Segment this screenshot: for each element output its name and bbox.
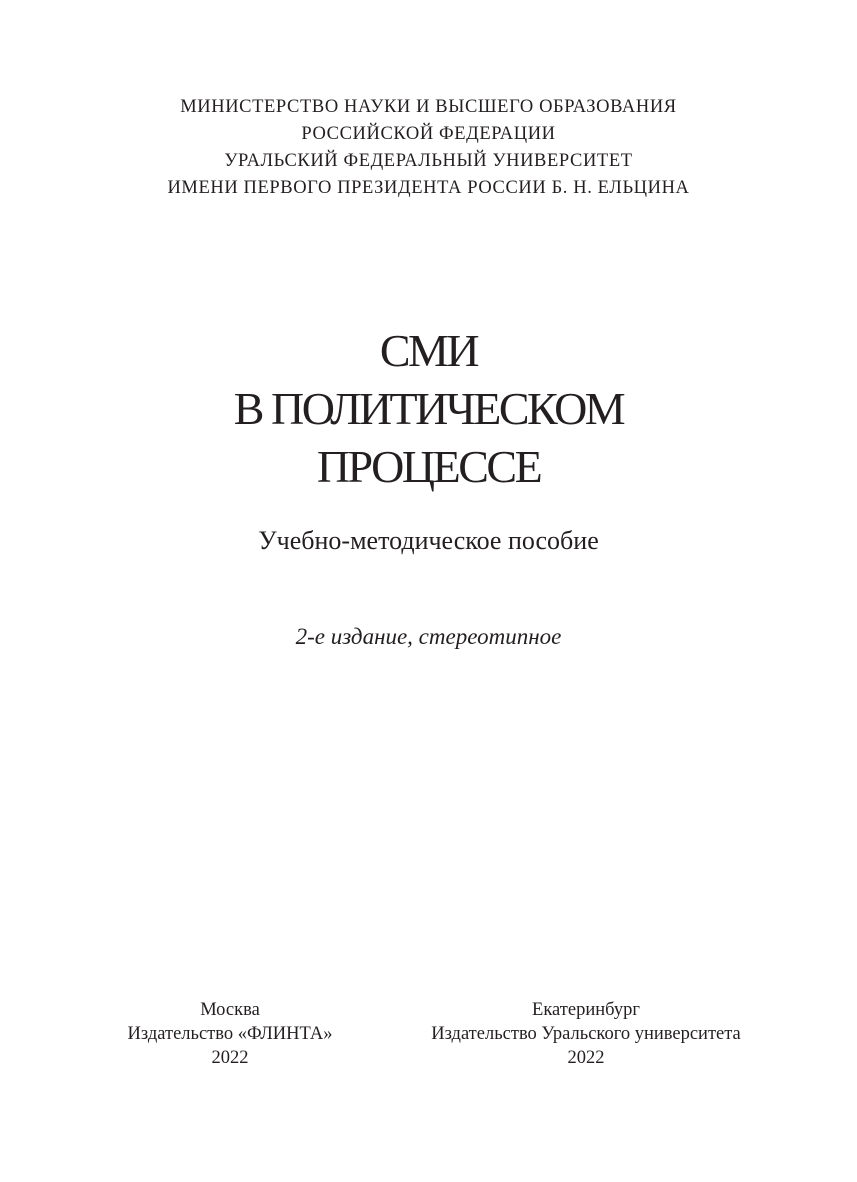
ministry-heading: [0, 94, 857, 148]
book-title: [0, 322, 857, 496]
imprint-moscow: [100, 998, 360, 1070]
ministry-line-2: РОССИЙСКОЙ ФЕДЕРАЦИИ: [301, 124, 556, 144]
imprint-year: 2022: [211, 1048, 249, 1068]
imprint-publisher: Издательство Уральского университета: [431, 1024, 741, 1044]
imprint-publisher: Издательство «ФЛИНТА»: [127, 1024, 333, 1044]
university-heading: [0, 148, 857, 202]
edition-note: 2-е издание, стереотипное: [295, 624, 562, 649]
book-title-line-2: В ПОЛИТИЧЕСКОМ: [233, 383, 624, 434]
imprint-city: Москва: [200, 1000, 260, 1020]
book-title-line-3: ПРОЦЕССЕ: [316, 441, 541, 492]
university-line-1: УРАЛЬСКИЙ ФЕДЕРАЛЬНЫЙ УНИВЕРСИТЕТ: [224, 151, 633, 171]
imprint-ekaterinburg: [396, 998, 776, 1070]
ministry-line-1: МИНИСТЕРСТВО НАУКИ И ВЫСШЕГО ОБРАЗОВАНИЯ: [180, 97, 677, 117]
university-line-2: ИМЕНИ ПЕРВОГО ПРЕЗИДЕНТА РОССИИ Б. Н. ЕЛЬЦИНА: [167, 178, 690, 198]
book-title-line-1: СМИ: [379, 325, 478, 376]
book-subtitle: Учебно-методическое пособие: [258, 526, 599, 555]
imprint-city: Екатеринбург: [532, 1000, 640, 1020]
imprint-year: 2022: [567, 1048, 605, 1068]
